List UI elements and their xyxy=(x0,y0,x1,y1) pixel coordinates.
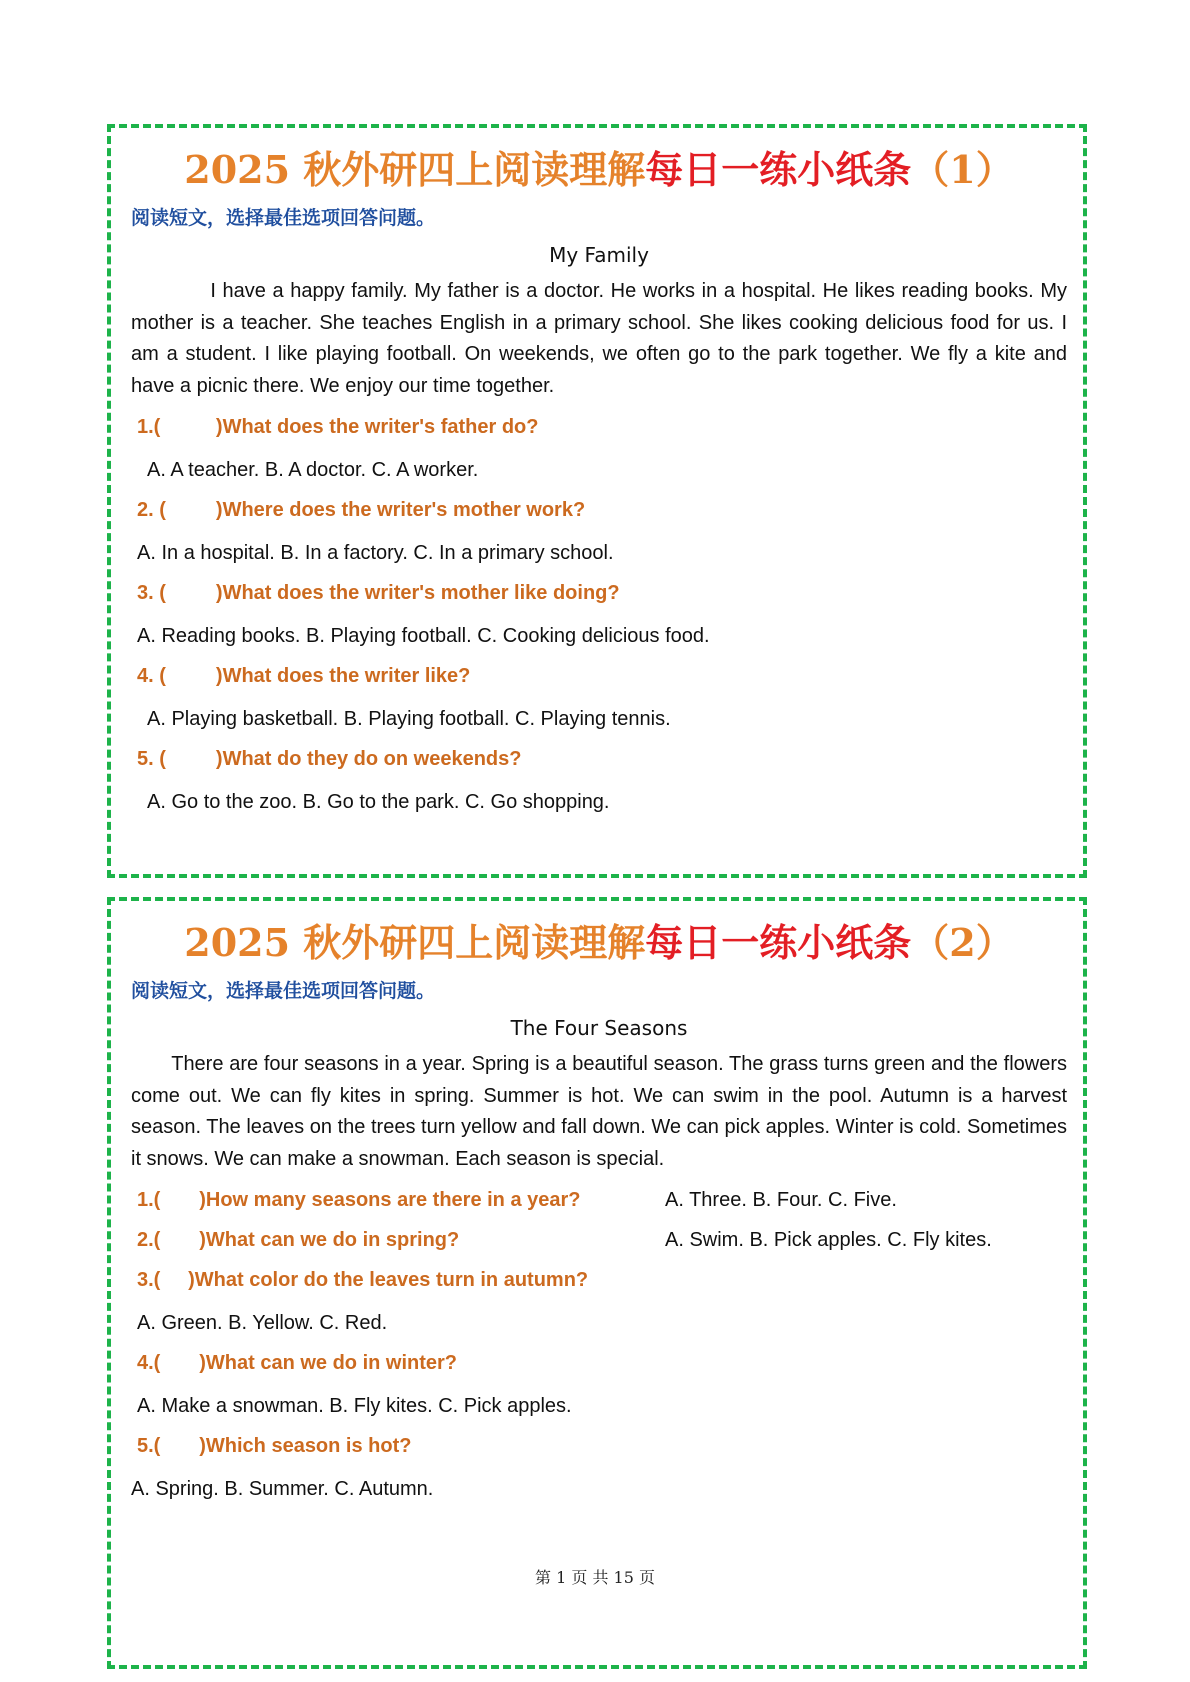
title-red-part: 每日一练小纸条 xyxy=(645,147,912,192)
options-3: A. Green. B. Yellow. C. Red. xyxy=(137,1312,388,1334)
title-orange-part: 2025 秋外研四上阅读理解 xyxy=(184,920,646,965)
question-1: 1.( )How many seasons are there in a year? xyxy=(137,1189,581,1211)
options-1: A. Three. B. Four. C. Five. xyxy=(665,1189,897,1211)
options-2: A. In a hospital. B. In a factory. C. In a primary school. xyxy=(137,542,614,564)
card-title xyxy=(131,919,1067,967)
options-4: A. Make a snowman. B. Fly kites. C. Pick apples. xyxy=(137,1395,572,1417)
worksheet-card-1 xyxy=(107,124,1087,878)
passage-text: I have a happy family. My father is a doctor. He works in a hospital. He likes reading books. My mother is a teacher. She teaches English in a primary school. She likes cooking delicious food for us. I am a student. I like playing football. On weekends, we often go to the park together. We fly a kite and have a picnic there. We enjoy our time together. xyxy=(131,280,1067,397)
title-number: （2） xyxy=(911,920,1014,965)
instruction: 阅读短文，选择最佳选项回答问题。 xyxy=(131,980,436,1002)
title-orange-part: 2025 秋外研四上阅读理解 xyxy=(184,147,646,192)
question-4: 4.( )What can we do in winter? xyxy=(137,1352,458,1374)
options-2: A. Swim. B. Pick apples. C. Fly kites. xyxy=(665,1229,992,1251)
title-red-part: 每日一练小纸条 xyxy=(645,920,912,965)
options-1: A. A teacher. B. A doctor. C. A worker. xyxy=(137,459,479,481)
instruction: 阅读短文，选择最佳选项回答问题。 xyxy=(131,207,436,229)
page-footer: 第 1 页 共 15 页 xyxy=(535,1568,655,1587)
question-row-1 xyxy=(131,1175,1067,1215)
passage-title: The Four Seasons xyxy=(510,1016,688,1040)
options-5: A. Go to the zoo. B. Go to the park. C. Go shopping. xyxy=(137,791,610,813)
options-4: A. Playing basketball. B. Playing football. C. Playing tennis. xyxy=(137,708,671,730)
passage-text: There are four seasons in a year. Spring is a beautiful season. The grass turns green and the flowers come out. We can fly kites in spring. Summer is hot. We can swim in the pool. Autumn is a harvest season. The leaves on the trees turn yellow and fall down. We can pick apples. Winter is cold. Sometimes it snows. We can make a snowman. Each season is special. xyxy=(131,1053,1067,1170)
passage-title: My Family xyxy=(549,243,649,267)
question-row-2 xyxy=(131,1215,1067,1255)
question-5: 5.( )Which season is hot? xyxy=(137,1435,412,1457)
question-1: 1.( )What does the writer's father do? xyxy=(137,416,539,438)
question-2: 2. ( )Where does the writer's mother work? xyxy=(137,499,586,521)
question-4: 4. ( )What does the writer like? xyxy=(137,665,471,687)
question-2: 2.( )What can we do in spring? xyxy=(137,1229,460,1251)
worksheet-card-2 xyxy=(107,897,1087,1669)
question-3: 3.( )What color do the leaves turn in autumn? xyxy=(137,1269,589,1291)
question-5: 5. ( )What do they do on weekends? xyxy=(137,748,522,770)
card-title xyxy=(131,146,1067,194)
options-3: A. Reading books. B. Playing football. C. Cooking delicious food. xyxy=(137,625,710,647)
options-5: A. Spring. B. Summer. C. Autumn. xyxy=(131,1478,434,1500)
title-number: （1） xyxy=(911,147,1014,192)
question-3: 3. ( )What does the writer's mother like doing? xyxy=(137,582,620,604)
